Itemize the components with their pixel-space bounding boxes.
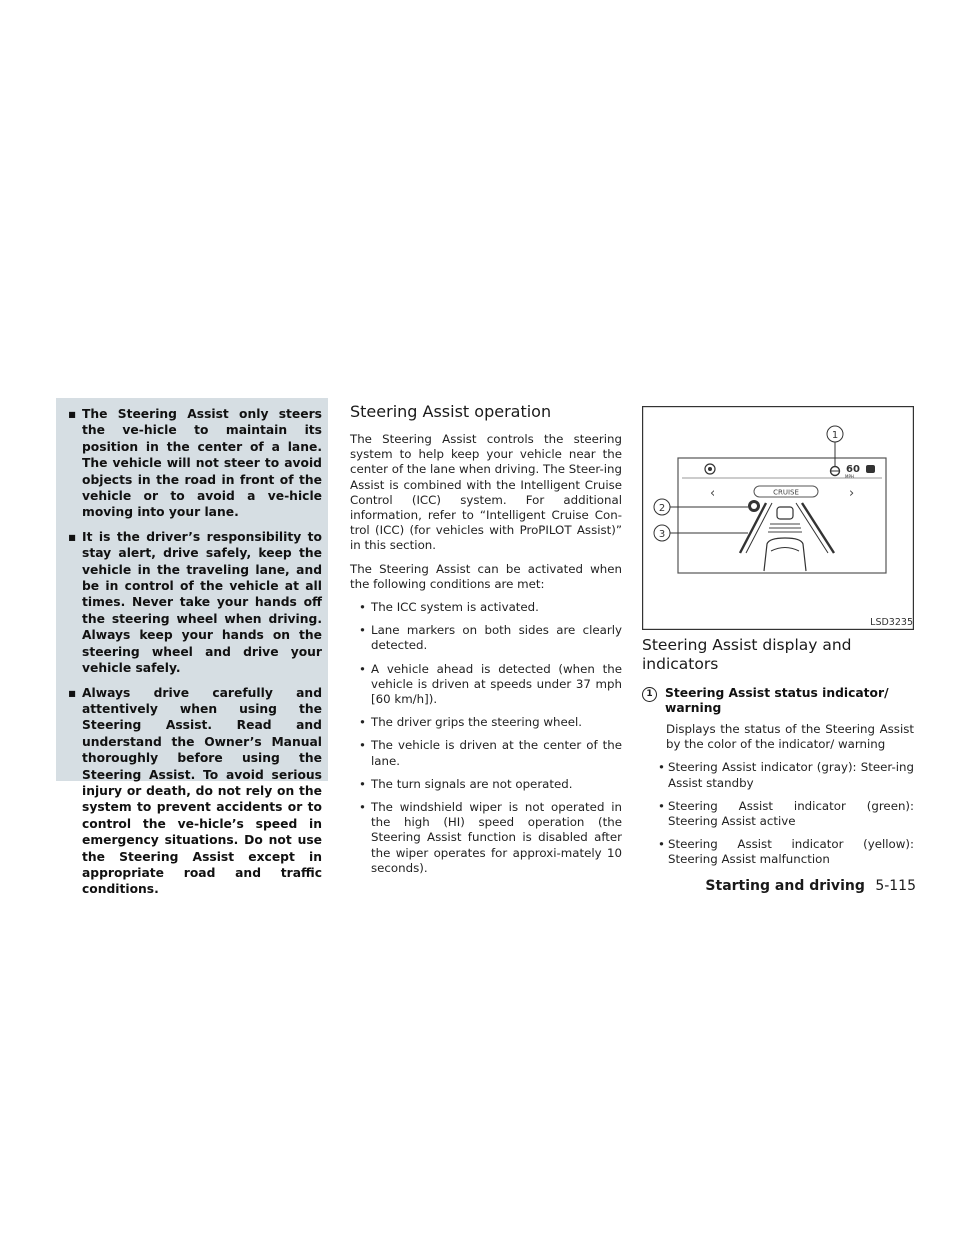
conditions-list xyxy=(350,600,622,876)
warning-item: ▪ Always drive carefully and attentively when using the Steering Assist. Read and understand the Owner’s Manual thoroughly before using the Steering Assist. To avoid serious injury or death, do not rely on the system to prevent accidents or to control the ve-hicle’s speed in emergency situations. Do not use the Steering Assist except in appropriate road and traffic conditions. xyxy=(68,685,322,898)
chapter-name: Starting and driving xyxy=(705,878,865,894)
item-title: Steering Assist status indicator/ warning xyxy=(665,686,889,715)
condition-item: • The windshield wiper is not operated in the high (HI) speed operation (the Steering Assist function is disabled after the wiper operates for approxi-mately 10 seconds). xyxy=(350,800,622,876)
indicator-state-item: • Steering Assist indicator (green): Steering Assist active xyxy=(658,799,914,829)
steering-assist-road-icon-inner xyxy=(751,503,757,509)
warning-item: ▪ It is the driver’s responsibility to stay alert, drive safely, keep the vehicle in the traveling lane, and be in control of the vehicle at all times. Never take your hands off the steering wheel when driving. Always keep your hands on the steering wheel and drive your vehicle safely. xyxy=(68,529,322,677)
page-footer xyxy=(705,878,916,894)
indicator-state-item: • Steering Assist indicator (gray): Steer-ing Assist standby xyxy=(658,760,914,790)
condition-item: • The ICC system is activated. xyxy=(350,600,622,615)
operation-paragraph: The Steering Assist can be activated when the following conditions are met: xyxy=(350,561,622,591)
condition-item: • The turn signals are not operated. xyxy=(350,777,622,792)
operation-paragraph: The Steering Assist controls the steering system to help keep your vehicle near the center of the lane when driving. The Steer-ing Assist is combined with the Intelligent Cruise Control (ICC) system. For additional information, refer to “Intelligent Cruise Con-trol (ICC) (for vehicles with ProPILOT Assist)” in this section. xyxy=(350,432,622,553)
callout-number: 2 xyxy=(658,503,666,514)
own-vehicle xyxy=(764,538,806,571)
indicator-state-item: • Steering Assist indicator (yellow): Steering Assist malfunction xyxy=(658,837,914,867)
item-description: Displays the status of the Steering Assist by the color of the indicator/ warning xyxy=(666,722,914,752)
dashboard-figure xyxy=(642,406,914,630)
operation-section xyxy=(350,402,622,884)
indicator-states-list xyxy=(658,760,914,867)
condition-item: • A vehicle ahead is detected (when the vehicle is driven at speeds under 37 mph [60 km/h]). xyxy=(350,662,622,708)
item-number-badge: 1 xyxy=(642,687,657,702)
left-arrow-icon: ‹ xyxy=(710,486,716,501)
condition-item: • The driver grips the steering wheel. xyxy=(350,715,622,730)
condition-item: • The vehicle is driven at the center of the lane. xyxy=(350,738,622,768)
display-title: Steering Assist display and indicators xyxy=(642,636,852,673)
speed-unit: MPH xyxy=(845,474,854,479)
vehicle-ahead-icon xyxy=(866,465,875,473)
callout-number: 3 xyxy=(658,529,666,540)
condition-item: • Lane markers on both sides are clearly detected. xyxy=(350,623,622,653)
propilot-icon-dot xyxy=(708,467,712,471)
figure-label: LSD3235 xyxy=(870,617,913,628)
dashboard-illustration xyxy=(642,406,914,630)
warning-box xyxy=(56,398,328,897)
cruise-text: CRUISE xyxy=(773,488,799,497)
operation-title: Steering Assist operation xyxy=(350,402,552,421)
display-section xyxy=(642,406,914,876)
callout-number: 1 xyxy=(831,430,839,441)
right-arrow-icon: › xyxy=(849,486,855,501)
warning-list xyxy=(68,406,322,898)
warning-item: ▪ The Steering Assist only steers the ve-hicle to maintain its position in the center of a lane. The vehicle will not steer to avoid objects in the road in front of the vehicle or to avoid a ve-hicle moving into your lane. xyxy=(68,406,322,521)
page-number: 5-115 xyxy=(875,878,916,894)
speed-value: 60 xyxy=(846,464,860,475)
indicator-item-header xyxy=(642,686,914,716)
